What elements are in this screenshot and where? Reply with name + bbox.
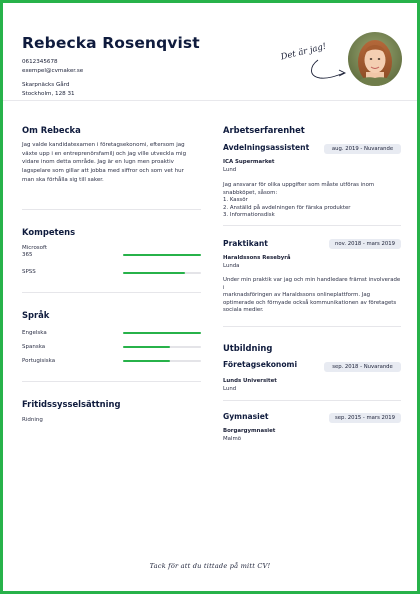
section-divider [22, 381, 201, 382]
language-bar-fill [123, 346, 170, 348]
email-address: exempel@cvmaker.se [22, 67, 84, 74]
skill-name-cont: 365 [22, 252, 33, 258]
section-divider [22, 209, 201, 210]
about-line: man ska förhålla sig till saker. [22, 176, 104, 183]
language-bar [123, 360, 201, 362]
education-title: Gymnasiet [223, 412, 269, 421]
job-line: 1. Kassör [223, 197, 248, 204]
date-badge: sep. 2018 - Nuvarande [324, 362, 401, 372]
about-heading: Om Rebecka [22, 125, 81, 135]
footer-thank-you-note: Tack för att du tittade på mitt CV! [149, 562, 271, 570]
section-divider [223, 326, 401, 327]
section-divider [223, 225, 401, 226]
hobbies-heading: Fritidssysselsättning [22, 399, 121, 409]
job-line: 2. Anställd på avdelningen för färska produkter [223, 204, 351, 211]
hobbies-text: Ridning [22, 417, 43, 423]
languages-heading: Språk [22, 310, 50, 320]
school-name: Lunds Universitet [223, 378, 277, 384]
skill-bar-fill [123, 272, 185, 274]
language-bar [123, 346, 201, 348]
language-bar [123, 332, 201, 334]
skill-bar-fill [123, 254, 201, 256]
about-line: lagspelare som gillar att jobba med siffror och som vet hur [22, 168, 184, 175]
language-bar-fill [123, 360, 170, 362]
skill-label [22, 245, 47, 259]
skill-bar [123, 272, 201, 274]
contact-info [22, 58, 83, 75]
school-location: Malmö [223, 436, 242, 442]
date-badge: aug. 2019 - Nuvarande [324, 144, 401, 154]
arrow-head-icon [339, 70, 345, 76]
experience-heading: Arbetserfarenhet [223, 125, 305, 135]
candidate-name: Rebecka Rosenqvist [22, 34, 200, 52]
language-bar-fill [123, 332, 201, 334]
address-line-1: Skarpnäcks Gård [22, 82, 70, 88]
skill-label: SPSS [22, 269, 36, 275]
job-description [223, 277, 403, 315]
profile-photo [348, 32, 402, 86]
language-label: Engelska [22, 330, 47, 336]
job-line: snabbköpet, såsom: [223, 189, 278, 196]
language-label: Spanska [22, 344, 46, 350]
job-title: Praktikant [223, 239, 268, 248]
job-line: optimerade och förnyade också kommunikationen av företagets [223, 299, 397, 306]
address-line-2: Stockholm, 128 31 [22, 90, 75, 97]
phone-number: 0612345678 [22, 59, 58, 65]
handwritten-note-text: Det är jag! [279, 41, 328, 63]
job-location: Lunda [223, 263, 240, 269]
postal-address [22, 81, 75, 98]
job-line: Jag ansvarar för olika uppgifter som måste utföras inom [223, 182, 375, 188]
skills-heading: Kompetens [22, 227, 76, 237]
school-location: Lund [223, 386, 237, 392]
section-divider [223, 400, 401, 401]
skill-bar [123, 254, 201, 256]
job-description [223, 182, 401, 220]
handwritten-note [278, 36, 350, 84]
job-title: Avdelningsassistent [223, 143, 310, 152]
language-label: Portugisiska [22, 358, 56, 364]
about-line: Jag valde kandidatexamen i företagsekonomi, eftersom jag [22, 142, 185, 148]
date-badge: sep. 2015 - mars 2019 [329, 413, 401, 423]
company-name: Haraldssons Resebyrå [223, 255, 291, 261]
date-badge: nov. 2018 - mars 2019 [329, 239, 401, 249]
about-text [22, 141, 202, 185]
skill-name: Microsoft [22, 245, 48, 251]
job-line: Under min praktik var jag och min handledare främst involverade i [223, 277, 401, 291]
about-line: växte upp i en entreprenörsfamilj och jag ville utveckla mig [22, 150, 187, 157]
company-name: ICA Supermarket [223, 159, 275, 165]
job-location: Lund [223, 167, 237, 173]
education-heading: Utbildning [223, 343, 273, 353]
job-line: 3. Informationsdisk [223, 212, 275, 219]
job-line: sociala medier. [223, 307, 264, 314]
section-divider [22, 292, 201, 293]
about-line: vidare inom detta område. Jag är en lugn men proaktiv [22, 159, 174, 166]
education-title: Företagsekonomi [223, 360, 298, 369]
school-name: Borgargymnasiet [223, 428, 276, 434]
job-line: marknadsföringen av Haraldssons onlineplattform. Jag [223, 292, 371, 299]
header-divider [3, 100, 417, 101]
header [3, 3, 417, 101]
